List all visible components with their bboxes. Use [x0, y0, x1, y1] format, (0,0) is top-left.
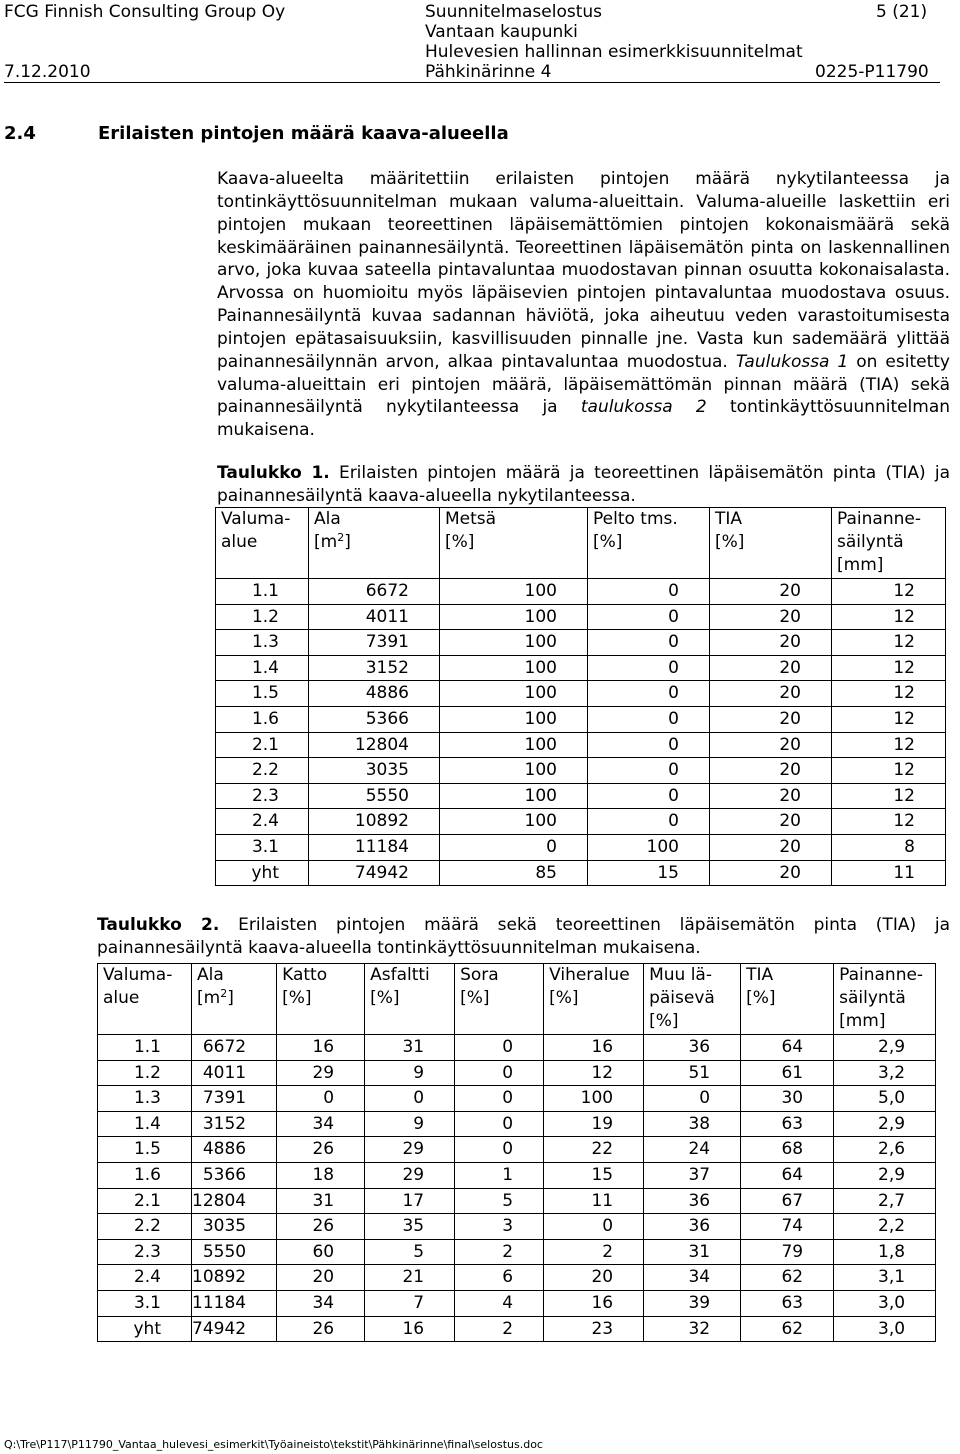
table2-header-cell: Painanne- säilyntä [mm] [834, 964, 936, 1035]
table2-cell: 2,2 [834, 1214, 936, 1240]
table1-cell: 20 [710, 604, 832, 630]
table2-row [98, 1111, 936, 1137]
table1-cell: yht [216, 860, 309, 886]
table2-cell: 10892 [192, 1265, 277, 1291]
table2-cell: 62 [741, 1316, 834, 1342]
table1-cell: 20 [710, 579, 832, 605]
table1-row [216, 630, 946, 656]
table1-cell: 12 [832, 579, 946, 605]
table1-cell: 20 [710, 706, 832, 732]
table2-cell: 16 [277, 1035, 365, 1061]
table2-cell: 1.4 [98, 1111, 192, 1137]
table2-cell: 31 [277, 1188, 365, 1214]
table2-cell: 1 [455, 1162, 544, 1188]
table2 [97, 963, 936, 1342]
table2-cell: 67 [741, 1188, 834, 1214]
table2-cell: 0 [544, 1214, 644, 1240]
table2-row [98, 1162, 936, 1188]
table2-cell: 100 [544, 1086, 644, 1112]
table2-header-cell: Katto [%] [277, 964, 365, 1035]
table2-cell: 2.3 [98, 1239, 192, 1265]
table2-caption-text: Erilaisten pintojen määrä sekä teoreettinen läpäisemätön pinta (TIA) ja painannesäilyntä kaava-alueella tontinkäyttösuunnitelman mukaisena. [97, 915, 951, 958]
table2-cell: 24 [644, 1137, 741, 1163]
table2-header-cell: TIA [%] [741, 964, 834, 1035]
table1-cell: 0 [588, 783, 710, 809]
company-name: FCG Finnish Consulting Group Oy [4, 2, 286, 22]
table2-cell: 2 [544, 1239, 644, 1265]
table2-cell: 3.1 [98, 1290, 192, 1316]
table2-cell: 36 [644, 1035, 741, 1061]
table2-cell: 2 [455, 1316, 544, 1342]
table2-cell: 26 [277, 1137, 365, 1163]
table2-cell: 35 [365, 1214, 455, 1240]
table2-cell: 34 [644, 1265, 741, 1291]
table1-row [216, 860, 946, 886]
table1-cell: 10892 [309, 809, 440, 835]
table2-cell: 31 [365, 1035, 455, 1061]
document-date: 7.12.2010 [4, 62, 91, 82]
table2-cell: 6672 [192, 1035, 277, 1061]
table2-cell: 16 [365, 1316, 455, 1342]
table2-row [98, 1239, 936, 1265]
table2-header-cell: Muu lä- päisevä [%] [644, 964, 741, 1035]
table1-cell: 15 [588, 860, 710, 886]
table1-cell: 2.2 [216, 758, 309, 784]
area-name: Pähkinärinne 4 [425, 62, 552, 82]
table2-cell: 64 [741, 1035, 834, 1061]
table2-caption-label: Taulukko 2. [97, 915, 220, 935]
table2-cell: 2,9 [834, 1111, 936, 1137]
table1-cell: 12 [832, 655, 946, 681]
table2-row [98, 1316, 936, 1342]
table1-header-row [216, 508, 946, 579]
table1-cell: 0 [588, 655, 710, 681]
table2-cell: 21 [365, 1265, 455, 1291]
table1-cell: 0 [440, 834, 588, 860]
table2-cell: 18 [277, 1162, 365, 1188]
table1-cell: 100 [440, 655, 588, 681]
table2-cell: 5 [365, 1239, 455, 1265]
table2-cell: 5,0 [834, 1086, 936, 1112]
table2-cell: 74942 [192, 1316, 277, 1342]
paragraph-text-2: on esitetty valuma-alueittain eri pintojen määrä, läpäisemättömän pinnan määrä (TIA) sekä painannesäilyntä nykytilanteessa ja [217, 351, 950, 418]
table1-cell: 11184 [309, 834, 440, 860]
table2-cell: 16 [544, 1035, 644, 1061]
table2-header-cell: Sora [%] [455, 964, 544, 1035]
table1-row [216, 783, 946, 809]
table1-cell: 0 [588, 579, 710, 605]
table1-caption-text: Erilaisten pintojen määrä ja teoreettinen läpäisemätön pinta (TIA) ja painannesäilyntä kaava-alueella nykytilanteessa. [217, 463, 950, 506]
table2-cell: 23 [544, 1316, 644, 1342]
table1-cell: 1.4 [216, 655, 309, 681]
table2-cell: 2.4 [98, 1265, 192, 1291]
file-path-footer: Q:\Tre\P117\P11790_Vantaa_hulevesi_esimerkit\Työaineisto\tekstit\Pähkinärinne\final\selostus.doc [4, 1438, 543, 1451]
table2-cell: 1.5 [98, 1137, 192, 1163]
table1-header-cell: TIA [%] [710, 508, 832, 579]
table1-cell: 12 [832, 706, 946, 732]
table2-row [98, 1290, 936, 1316]
table2-cell: 0 [455, 1035, 544, 1061]
table1-header-cell: Metsä [%] [440, 508, 588, 579]
table2-cell: 5366 [192, 1162, 277, 1188]
table2-cell: 30 [741, 1086, 834, 1112]
table2-cell: 22 [544, 1137, 644, 1163]
table2-cell: 4 [455, 1290, 544, 1316]
table1-cell: 0 [588, 809, 710, 835]
section-title: Erilaisten pintojen määrä kaava-alueella [98, 123, 509, 144]
table1-row [216, 758, 946, 784]
table2-cell: 3152 [192, 1111, 277, 1137]
table1-row [216, 681, 946, 707]
table1-cell: 6672 [309, 579, 440, 605]
table1-cell: 1.1 [216, 579, 309, 605]
table1-cell: 5366 [309, 706, 440, 732]
table1-cell: 20 [710, 860, 832, 886]
table2-cell: 4011 [192, 1060, 277, 1086]
table2-cell: 7391 [192, 1086, 277, 1112]
table2-cell: 9 [365, 1111, 455, 1137]
table2-cell: 0 [644, 1086, 741, 1112]
table1-cell: 20 [710, 732, 832, 758]
table1-cell: 0 [588, 706, 710, 732]
table2-cell: 11184 [192, 1290, 277, 1316]
table2-cell: 19 [544, 1111, 644, 1137]
table2-header-cell: Viheralue [%] [544, 964, 644, 1035]
table1-cell: 3035 [309, 758, 440, 784]
table1-header-cell: Ala $[m^2]$ [309, 508, 440, 579]
table1-cell: 100 [588, 834, 710, 860]
table1-cell: 20 [710, 783, 832, 809]
table1-cell: 20 [710, 630, 832, 656]
table1-cell: 5550 [309, 783, 440, 809]
table2-cell: 1.3 [98, 1086, 192, 1112]
table1-cell: 2.4 [216, 809, 309, 835]
table2-cell: 29 [277, 1060, 365, 1086]
table2-cell: 32 [644, 1316, 741, 1342]
table2-header-row [98, 964, 936, 1035]
table2-cell: 11 [544, 1188, 644, 1214]
table2-cell: 1.1 [98, 1035, 192, 1061]
table2-cell: 34 [277, 1290, 365, 1316]
header-rule [4, 82, 940, 83]
table1-cell: 1.3 [216, 630, 309, 656]
table1-cell: 8 [832, 834, 946, 860]
table2-cell: 26 [277, 1316, 365, 1342]
table2-cell: 15 [544, 1162, 644, 1188]
table2-cell: 20 [544, 1265, 644, 1291]
project-name: Hulevesien hallinnan esimerkkisuunnitelmat [425, 42, 803, 62]
table1-cell: 12804 [309, 732, 440, 758]
table2-header-cell: Valuma- alue [98, 964, 192, 1035]
table2-cell: 60 [277, 1239, 365, 1265]
table2-cell: 0 [455, 1111, 544, 1137]
table2-cell: 3,0 [834, 1316, 936, 1342]
table2-cell: 5 [455, 1188, 544, 1214]
client-name: Vantaan kaupunki [425, 22, 578, 42]
table2-cell: 0 [455, 1086, 544, 1112]
table2-cell: 36 [644, 1214, 741, 1240]
table2-cell: 2.2 [98, 1214, 192, 1240]
table1-row [216, 809, 946, 835]
table1-cell: 1.6 [216, 706, 309, 732]
table1-cell: 12 [832, 809, 946, 835]
table2-cell: 29 [365, 1137, 455, 1163]
table2-cell: 29 [365, 1162, 455, 1188]
table2-cell: 0 [277, 1086, 365, 1112]
table2-cell: 2,9 [834, 1162, 936, 1188]
table2-cell: yht [98, 1316, 192, 1342]
table1-cell: 100 [440, 732, 588, 758]
table2-cell: 26 [277, 1214, 365, 1240]
table2-caption [97, 914, 950, 960]
table1-cell: 12 [832, 604, 946, 630]
table1-cell: 4886 [309, 681, 440, 707]
table2-cell: 7 [365, 1290, 455, 1316]
table2-cell: 5550 [192, 1239, 277, 1265]
table2-cell: 1.2 [98, 1060, 192, 1086]
table2-cell: 2,6 [834, 1137, 936, 1163]
project-number: 0225-P11790 [815, 62, 929, 82]
table2-cell: 20 [277, 1265, 365, 1291]
document-type: Suunnitelmaselostus [425, 2, 603, 22]
table2-cell: 62 [741, 1265, 834, 1291]
page-number: 5 (21) [876, 2, 928, 22]
table2-cell: 0 [455, 1137, 544, 1163]
table2-cell: 31 [644, 1239, 741, 1265]
table1-cell: 7391 [309, 630, 440, 656]
table1-cell: 20 [710, 758, 832, 784]
table1-cell: 100 [440, 706, 588, 732]
table1-caption [217, 462, 950, 508]
table2-cell: 16 [544, 1290, 644, 1316]
table1-row [216, 706, 946, 732]
table2-cell: 63 [741, 1111, 834, 1137]
table1-cell: 100 [440, 809, 588, 835]
table1-cell: 100 [440, 758, 588, 784]
table1-row [216, 604, 946, 630]
table2-cell: 9 [365, 1060, 455, 1086]
table2-cell: 34 [277, 1111, 365, 1137]
table2-row [98, 1137, 936, 1163]
table1 [215, 507, 946, 886]
table1-row [216, 655, 946, 681]
table1-cell: 3.1 [216, 834, 309, 860]
table1-cell: 4011 [309, 604, 440, 630]
table1-cell: 12 [832, 732, 946, 758]
table1-cell: 20 [710, 681, 832, 707]
table1-cell: 12 [832, 758, 946, 784]
table2-row [98, 1188, 936, 1214]
table1-cell: 85 [440, 860, 588, 886]
table2-cell: 3,1 [834, 1265, 936, 1291]
table2-cell: 12 [544, 1060, 644, 1086]
paragraph-text-3: tontinkäyttösuunnitelman mukaisena. [217, 397, 951, 441]
table1-caption-label: Taulukko 1. [217, 463, 330, 483]
table2-cell: 1.6 [98, 1162, 192, 1188]
table2-cell: 36 [644, 1188, 741, 1214]
table1-cell: 74942 [309, 860, 440, 886]
table2-cell: 3,2 [834, 1060, 936, 1086]
table1-cell: 0 [588, 758, 710, 784]
table1-header-cell: Valuma- alue [216, 508, 309, 579]
table1-cell: 2.1 [216, 732, 309, 758]
table1-cell: 0 [588, 681, 710, 707]
paragraph-text-1: Kaava-alueelta määritettiin erilaisten pintojen määrä nykytilanteessa ja tontinkäyttösuunnitelman mukaan valuma-alueittain. Valuma-alueille laskettiin eri pintojen mukaan teoreettinen läpäisemättömien pintojen kokonaismäärä sekä keskimääräinen painannesäilyntä. Teoreettinen läpäisemätön pinta on laskennallinen arvo, joka kuvaa sateella pintavaluntaa muodostavan pinnan osuutta kokonaisalasta. Arvossa on huomioitu myös läpäisevien pintojen pintavaluntaa muodostava osuus. Painannesäilyntä kuvaa sadannan häviötä, joka aiheutuu veden varastoitumisesta pintojen epätasaisuuksiin, kasvillisuuden pinnalle jne. Vasta kun sademäärä ylittää painannesäilynnän arvon, alkaa pintavaluntaa muodostua. [217, 169, 950, 372]
table2-cell: 39 [644, 1290, 741, 1316]
table2-cell: 0 [455, 1060, 544, 1086]
table2-cell: 38 [644, 1111, 741, 1137]
table2-cell: 68 [741, 1137, 834, 1163]
table1-row [216, 579, 946, 605]
table2-cell: 64 [741, 1162, 834, 1188]
table1-cell: 100 [440, 579, 588, 605]
table1-cell: 12 [832, 630, 946, 656]
table2-cell: 6 [455, 1265, 544, 1291]
table1-reference: Taulukossa 1 [735, 351, 849, 372]
table2-row [98, 1035, 936, 1061]
table2-cell: 2,9 [834, 1035, 936, 1061]
table1-cell: 20 [710, 834, 832, 860]
table2-cell: 3035 [192, 1214, 277, 1240]
table1-cell: 2.3 [216, 783, 309, 809]
table2-row [98, 1214, 936, 1240]
table1-cell: 1.2 [216, 604, 309, 630]
table2-cell: 2.1 [98, 1188, 192, 1214]
table1-cell: 1.5 [216, 681, 309, 707]
table1-cell: 100 [440, 681, 588, 707]
table2-cell: 51 [644, 1060, 741, 1086]
table1-header-cell: Pelto tms. [%] [588, 508, 710, 579]
table2-cell: 79 [741, 1239, 834, 1265]
table2-row [98, 1060, 936, 1086]
table2-cell: 2,7 [834, 1188, 936, 1214]
table2-cell: 0 [365, 1086, 455, 1112]
table2-cell: 3,0 [834, 1290, 936, 1316]
table2-row [98, 1265, 936, 1291]
table1-cell: 0 [588, 732, 710, 758]
table1-cell: 0 [588, 630, 710, 656]
table1-row [216, 834, 946, 860]
table2-reference: taulukossa 2 [580, 397, 707, 418]
table1-cell: 100 [440, 783, 588, 809]
table2-cell: 37 [644, 1162, 741, 1188]
table1-cell: 11 [832, 860, 946, 886]
table2-header-cell: Asfaltti [%] [365, 964, 455, 1035]
table2-header-cell: Ala $[m^2]$ [192, 964, 277, 1035]
body-paragraph [217, 168, 950, 442]
table1-header-cell: Painanne- säilyntä [mm] [832, 508, 946, 579]
table2-cell: 4886 [192, 1137, 277, 1163]
section-heading [4, 123, 509, 144]
table2-cell: 3 [455, 1214, 544, 1240]
table1-cell: 0 [588, 604, 710, 630]
table2-cell: 17 [365, 1188, 455, 1214]
table2-cell: 61 [741, 1060, 834, 1086]
section-number: 2.4 [4, 123, 36, 144]
table2-row [98, 1086, 936, 1112]
table1-cell: 20 [710, 655, 832, 681]
table1-cell: 20 [710, 809, 832, 835]
table2-cell: 2 [455, 1239, 544, 1265]
table1-cell: 12 [832, 681, 946, 707]
table1-cell: 100 [440, 630, 588, 656]
table1-cell: 100 [440, 604, 588, 630]
table1-row [216, 732, 946, 758]
table1-cell: 3152 [309, 655, 440, 681]
table2-cell: 12804 [192, 1188, 277, 1214]
table2-cell: 74 [741, 1214, 834, 1240]
table1-cell: 12 [832, 783, 946, 809]
table2-cell: 1,8 [834, 1239, 936, 1265]
table2-cell: 63 [741, 1290, 834, 1316]
